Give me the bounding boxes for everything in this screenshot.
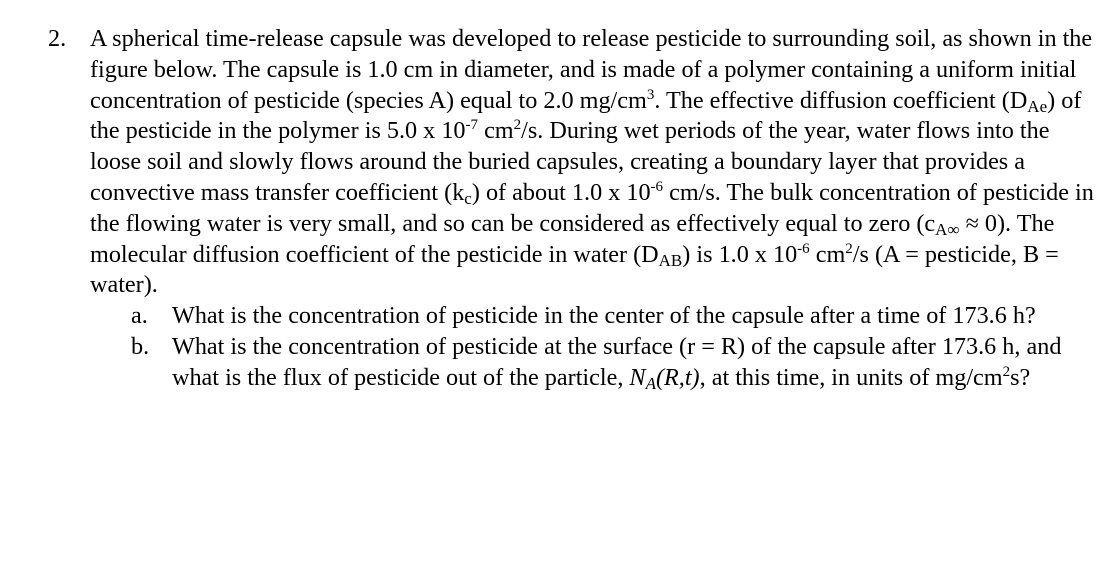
superscript: 3 bbox=[646, 86, 655, 103]
superscript: -6 bbox=[650, 178, 664, 195]
sub-question-label: b. bbox=[131, 332, 150, 360]
sub-question-a bbox=[131, 301, 1096, 332]
statement-text: cm/s. The bulk concentration of pesticide in the flowing water is very small, and so can be considered as effectively equal to zero (c bbox=[90, 178, 1094, 237]
subscript: AB bbox=[658, 250, 683, 270]
subscript bbox=[646, 374, 656, 393]
statement-text: cm bbox=[809, 240, 846, 268]
sub-question-label: a. bbox=[131, 302, 148, 330]
sub-question-text: What is the concentration of pesticide in the center of the capsule after a time of 173.6 h? bbox=[172, 302, 1036, 330]
superscript: -6 bbox=[797, 240, 810, 257]
problem-statement bbox=[90, 24, 1096, 301]
flux-symbol: N bbox=[629, 363, 646, 391]
subscript: c bbox=[464, 188, 472, 208]
superscript: 2 bbox=[845, 240, 853, 257]
subscript: A∞ bbox=[935, 219, 960, 239]
statement-text: . The effective diffusion coefficient (D bbox=[654, 86, 1028, 114]
statement-text: /s. During wet periods of the year, water flows into the loose soil and slowly flows around the buried capsules, creating a boundary layer that provides a convective mass transfer coefficient (k bbox=[90, 117, 1050, 206]
sub-question-list bbox=[131, 301, 1096, 393]
sub-question-text: What is the concentration of pesticide at the surface (r = R) of the capsule after 173.6 h, and what is the flux of pesticide out of the particle, bbox=[172, 332, 1062, 391]
superscript: 2 bbox=[513, 117, 522, 134]
subscript: Ae bbox=[1027, 96, 1048, 116]
statement-text: cm bbox=[478, 117, 514, 145]
sub-question-text: , at this time, in units of mg/cm bbox=[699, 363, 1003, 391]
problem-number: 2. bbox=[48, 25, 67, 52]
problem-2 bbox=[48, 24, 1096, 394]
flux-subscript: A bbox=[645, 373, 656, 393]
superscript: -7 bbox=[465, 117, 479, 134]
statement-text: A spherical time-release capsule was developed to release pesticide to surrounding soil, as shown in the figure below. The capsule is 1.0 cm in diameter, and is made of a polymer containing a uniform initial concentration of pesticide (species A) equal to 2.0 mg/cm bbox=[90, 25, 1093, 114]
flux-arguments: (R,t) bbox=[655, 363, 700, 391]
statement-text: ) is 1.0 x 10 bbox=[682, 240, 798, 268]
statement-text: ≈ 0). The molecular diffusion coefficient of the pesticide in water (D bbox=[90, 209, 1055, 268]
statement-text: ) of the pesticide in the polymer is 5.0 x 10 bbox=[90, 86, 1082, 145]
sub-question-text: s? bbox=[1010, 363, 1031, 391]
superscript: 2 bbox=[1002, 363, 1011, 380]
sub-question-b bbox=[131, 332, 1096, 394]
statement-text: ) of about 1.0 x 10 bbox=[471, 178, 651, 206]
statement-text: /s (A = pesticide, B = water). bbox=[90, 240, 1059, 299]
